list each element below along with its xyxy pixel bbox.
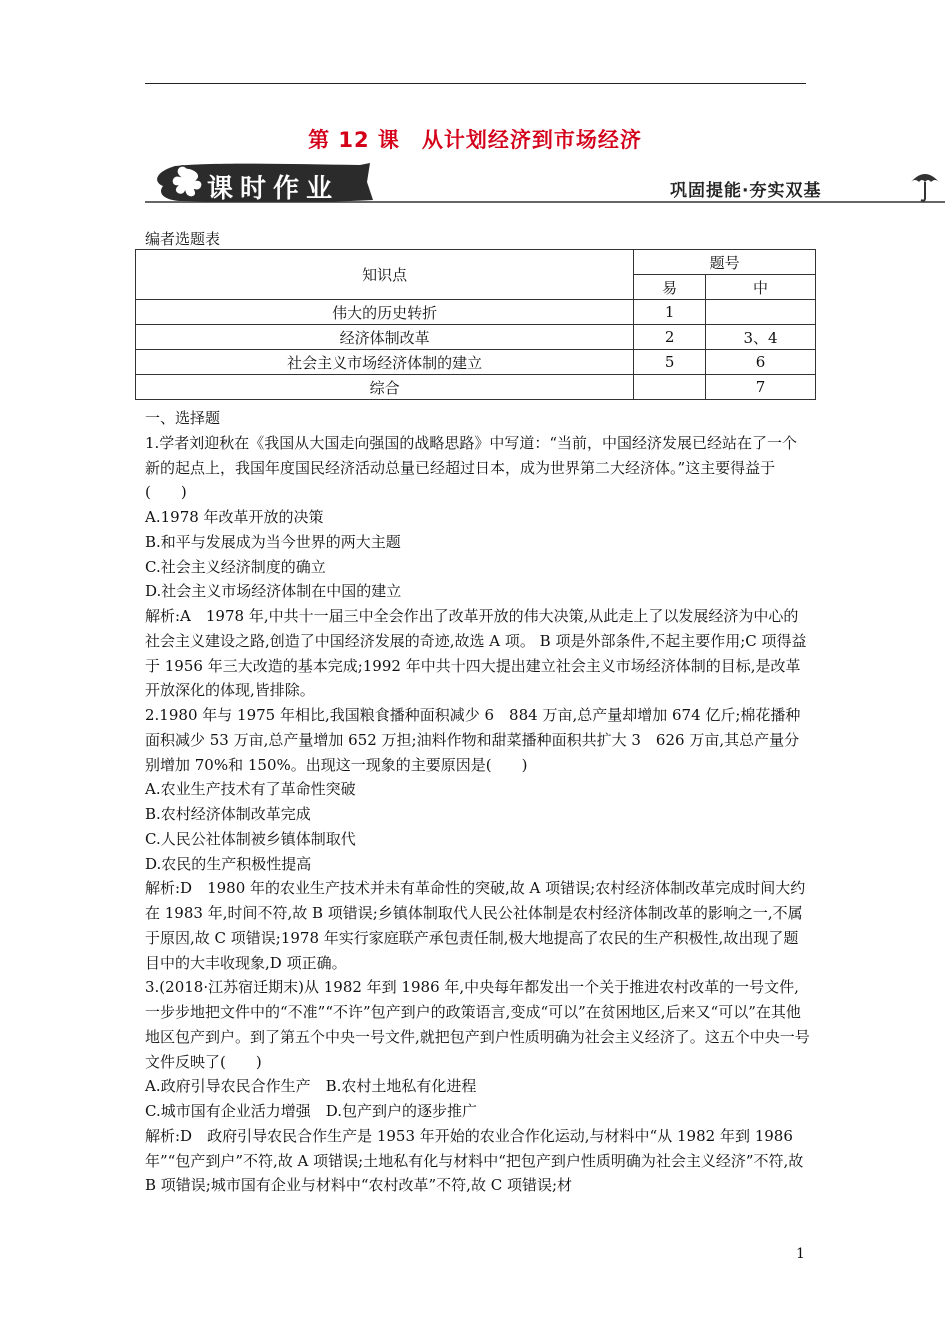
topic-selection-table: [135, 249, 816, 400]
topic-cell: 综合: [136, 375, 634, 400]
topic-cell: 伟大的历史转折: [136, 300, 634, 325]
analysis: 解析:D 1980 年的农业生产技术并未有革命性的突破,故 A 项错误;农村经济体制改革完成时间大约在 1983 年,时间不符,故 B 项错误;乡镇体制取代人民公社体制是农村经济体制改革的影响之一,不属于原因,故 C 项错误;1978 年实行家庭联产承包责任制,极大地提高了农民的生产积极性,故出现了题目中的大丰收现象,D 项正确。: [145, 879, 806, 972]
header-easy: 易: [634, 275, 706, 300]
topic-cell: 社会主义市场经济体制的建立: [136, 350, 634, 375]
option: C.城市国有企业活力增强 D.包产到户的逐步推广: [145, 1102, 477, 1120]
banner-label: 课时作业: [207, 174, 340, 204]
table-row: [136, 350, 816, 375]
option: B.和平与发展成为当今世界的两大主题: [145, 532, 401, 551]
section-heading: 一、选择题: [145, 409, 221, 427]
table-row: [136, 325, 816, 350]
table-row: [136, 300, 816, 325]
umbrella-icon: [911, 174, 939, 201]
medium-cell: 3、4: [706, 325, 816, 350]
question-stem: 2.1980 年与 1975 年相比,我国粮食播种面积减少 6 884 万亩,总产量却增加 674 亿斤;棉花播种面积减少 53 万亩,总产量增加 652 万担;油料作物和甜菜播种面积共扩大 3 626 万亩,其总产量分别增加 70%和 150%。出现这一现象的主要原因是( ): [145, 706, 801, 774]
table-caption: 编者选题表: [145, 230, 221, 248]
header-medium: 中: [706, 275, 816, 300]
header-knowledge: 知识点: [136, 250, 634, 300]
topic-cell: 经济体制改革: [136, 325, 634, 350]
medium-cell: 6: [706, 350, 816, 375]
medium-cell: [706, 300, 816, 325]
option: C.人民公社体制被乡镇体制取代: [145, 829, 356, 848]
easy-cell: 2: [634, 325, 706, 350]
page-number: 1: [796, 1246, 805, 1262]
header-number: 题号: [634, 250, 816, 275]
option: D.社会主义市场经济体制在中国的建立: [145, 582, 402, 601]
banner-slogan: 巩固提能·夯实双基: [670, 181, 822, 201]
questions-body: [145, 406, 810, 1198]
option: A.政府引导农民合作生产 B.农村土地私有化进程: [145, 1077, 477, 1096]
table-header-row: [136, 250, 816, 275]
table-row: [136, 375, 816, 400]
question-stem: 1.学者刘迎秋在《我国从大国走向强国的战略思路》中写道：“当前，中国经济发展已经站在了一个新的起点上，我国年度国民经济活动总量已经超过日本，成为世界第二大经济体。”这主要得益于( ): [145, 433, 797, 502]
easy-cell: [634, 375, 706, 400]
easy-cell: 5: [634, 350, 706, 375]
option: A.1978 年改革开放的决策: [145, 508, 324, 526]
analysis: 解析:D 政府引导农民合作生产是 1953 年开始的农业合作化运动,与材料中“从 1982 年到 1986 年”“包产到户”不符,故 A 项错误;土地私有化与材料中“把包产到户性质明确为社会主义经济”不符,故 B 项错误;城市国有企业与材料中“农村改革”不符,故 C 项错误;材: [145, 1126, 804, 1195]
question-stem: 3.(2018·江苏宿迁期末)从 1982 年到 1986 年,中央每年都发出一个关于推进农村改革的一号文件,一步步地把文件中的“不准”“不许”包产到户的政策语言,变成“可以”在贫困地区,后来又“可以”在其他地区包产到户。到了第五个中央一号文件,就把包产到户性质明确为社会主义经济了。这五个中央一号文件反映了( ): [145, 978, 810, 1071]
easy-cell: 1: [634, 300, 706, 325]
option: C.社会主义经济制度的确立: [145, 557, 326, 576]
medium-cell: 7: [706, 375, 816, 400]
option: A.农业生产技术有了革命性突破: [145, 780, 356, 799]
option: B.农村经济体制改革完成: [145, 805, 311, 823]
lesson-title: 第 12 课 从计划经济到市场经济: [308, 128, 642, 152]
top-rule: [145, 83, 806, 84]
option: D.农民的生产积极性提高: [145, 854, 312, 873]
analysis: 解析:A 1978 年,中共十一届三中全会作出了改革开放的伟大决策,从此走上了以发展经济为中心的社会主义建设之路,创造了中国经济发展的奇迹,故选 A 项。 B 项是外部条件,不起主要作用;C 项得益于 1956 年三大改造的基本完成;1992 年中共十四大提出建立社会主义市场经济体制的目标,是改革开放深化的体现,皆排除。: [145, 607, 807, 700]
